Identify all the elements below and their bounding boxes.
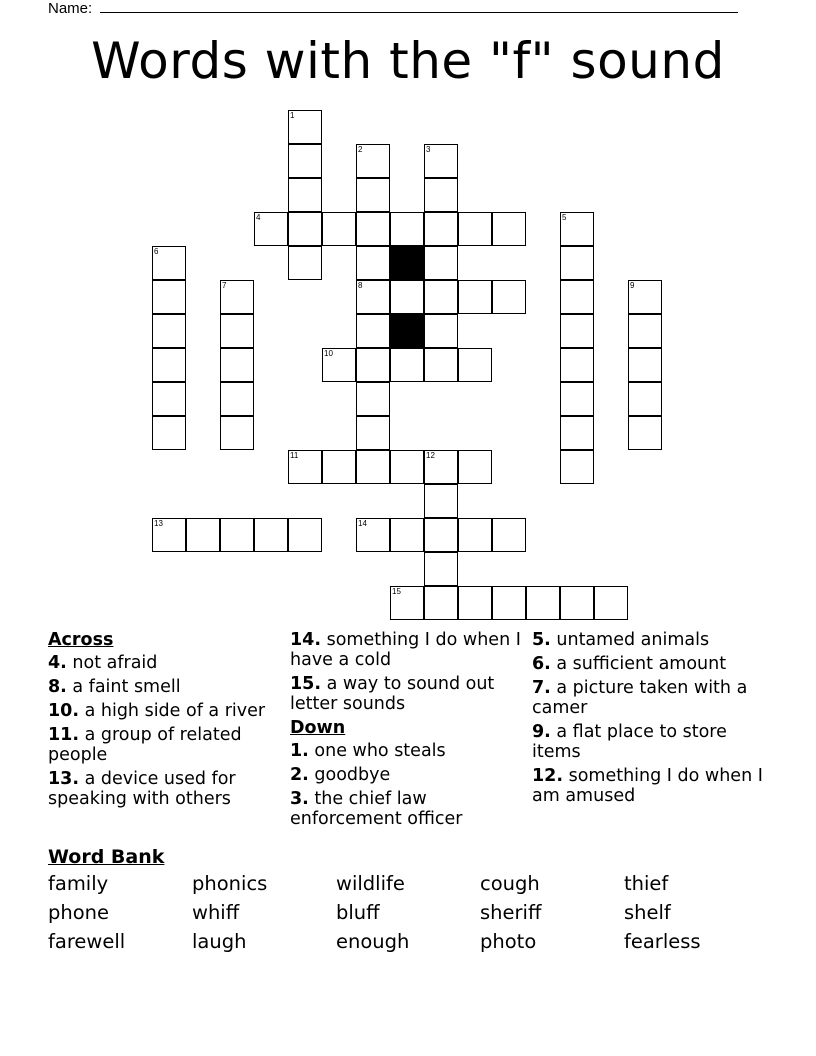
crossword-cell[interactable] <box>356 280 390 314</box>
crossword-cell[interactable] <box>560 348 594 382</box>
crossword-cell[interactable] <box>356 212 390 246</box>
crossword-cell[interactable] <box>288 246 322 280</box>
clue-item <box>532 654 770 674</box>
crossword-cell[interactable] <box>424 144 458 178</box>
clue-number: 12 <box>426 451 435 460</box>
crossword-cell[interactable] <box>390 518 424 552</box>
crossword-cell[interactable] <box>220 280 254 314</box>
crossword-cell[interactable] <box>560 586 594 620</box>
crossword-cell[interactable] <box>356 518 390 552</box>
crossword-cell[interactable] <box>458 450 492 484</box>
crossword-cell[interactable] <box>424 280 458 314</box>
word-bank-word: bluff <box>336 901 380 924</box>
crossword-cell[interactable] <box>560 416 594 450</box>
crossword-cell[interactable] <box>492 586 526 620</box>
clue-item <box>48 769 286 809</box>
crossword-cell[interactable] <box>186 518 220 552</box>
clue-item <box>290 741 528 761</box>
crossword-cell[interactable] <box>492 280 526 314</box>
clue-number: 10 <box>324 349 333 358</box>
clue-num: 13. <box>48 769 80 789</box>
crossword-cell[interactable] <box>458 280 492 314</box>
clue-number: 5 <box>562 213 567 222</box>
clue-text: a picture taken with a camer <box>532 678 748 718</box>
crossword-cell[interactable] <box>356 382 390 416</box>
crossword-cell[interactable] <box>424 246 458 280</box>
crossword-cell[interactable] <box>424 348 458 382</box>
crossword-cell[interactable] <box>152 246 186 280</box>
crossword-cell[interactable] <box>152 416 186 450</box>
crossword-cell[interactable] <box>356 314 390 348</box>
clue-text: something I do when I have a cold <box>290 630 521 670</box>
crossword-cell[interactable] <box>390 280 424 314</box>
clue-number: 3 <box>426 145 431 154</box>
clue-num: 15. <box>290 674 322 694</box>
crossword-cell[interactable] <box>322 450 356 484</box>
crossword-cell[interactable] <box>288 450 322 484</box>
clue-num: 14. <box>290 630 322 650</box>
clue-item <box>290 765 528 785</box>
crossword-cell[interactable] <box>220 382 254 416</box>
crossword-cell[interactable] <box>560 314 594 348</box>
crossword-cell[interactable] <box>220 348 254 382</box>
clue-text: untamed animals <box>550 630 710 650</box>
crossword-cell[interactable] <box>628 280 662 314</box>
clue-text: goodbye <box>308 765 391 785</box>
word-bank-word: shelf <box>624 901 671 924</box>
word-bank-word: thief <box>624 872 669 895</box>
clue-text: a flat place to store items <box>532 722 727 762</box>
clue-item <box>532 766 770 806</box>
crossword-cell[interactable] <box>628 348 662 382</box>
crossword-cell[interactable] <box>560 450 594 484</box>
crossword-cell[interactable] <box>628 416 662 450</box>
word-bank-title: Word Bank <box>48 846 165 868</box>
word-bank-word: family <box>48 872 109 895</box>
clue-text: the chief law enforcement officer <box>290 789 463 829</box>
clue-number: 6 <box>154 247 159 256</box>
crossword-cell[interactable] <box>424 314 458 348</box>
crossword-cell[interactable] <box>526 586 560 620</box>
clue-number: 8 <box>358 281 363 290</box>
crossword-cell[interactable] <box>152 382 186 416</box>
crossword-cell[interactable] <box>492 212 526 246</box>
clue-num: 6. <box>532 654 551 674</box>
clue-num: 9. <box>532 722 551 742</box>
clue-number: 2 <box>358 145 363 154</box>
crossword-cell[interactable] <box>254 212 288 246</box>
clue-item <box>532 630 770 650</box>
clue-item <box>290 630 528 670</box>
crossword-cell[interactable] <box>322 348 356 382</box>
clue-number: 14 <box>358 519 367 528</box>
word-bank-word: sheriff <box>480 901 542 924</box>
crossword-cell[interactable] <box>628 314 662 348</box>
clues-column-2 <box>290 630 528 833</box>
clue-item <box>290 674 528 714</box>
word-bank-word: cough <box>480 872 540 895</box>
word-bank-word: photo <box>480 930 537 953</box>
crossword-cell[interactable] <box>152 314 186 348</box>
crossword-cell[interactable] <box>254 518 288 552</box>
crossword-cell[interactable] <box>220 416 254 450</box>
crossword-cell[interactable] <box>424 552 458 586</box>
clues-column-3 <box>532 630 770 810</box>
clue-text: a device used for speaking with others <box>48 769 236 809</box>
crossword-cell[interactable] <box>322 212 356 246</box>
clue-num: 10. <box>48 701 80 721</box>
black-cell <box>390 246 424 280</box>
crossword-cell[interactable] <box>424 212 458 246</box>
crossword-cell[interactable] <box>356 246 390 280</box>
crossword-cell[interactable] <box>356 144 390 178</box>
clue-text: not afraid <box>66 653 158 673</box>
crossword-cell[interactable] <box>390 348 424 382</box>
crossword-cell[interactable] <box>288 518 322 552</box>
crossword-cell[interactable] <box>220 518 254 552</box>
crossword-cell[interactable] <box>288 178 322 212</box>
clue-text: a faint smell <box>66 677 181 697</box>
crossword-cell[interactable] <box>458 586 492 620</box>
clue-number: 11 <box>290 451 299 460</box>
clue-item <box>48 653 286 673</box>
crossword-cell[interactable] <box>288 212 322 246</box>
clue-num: 5. <box>532 630 551 650</box>
crossword-cell[interactable] <box>390 450 424 484</box>
clue-text: a group of related people <box>48 725 242 765</box>
crossword-cell[interactable] <box>594 586 628 620</box>
name-label: Name: <box>48 0 97 17</box>
word-bank-word: farewell <box>48 930 126 953</box>
crossword-cell[interactable] <box>356 178 390 212</box>
crossword-cell[interactable] <box>424 450 458 484</box>
clue-item <box>48 701 286 721</box>
crossword-cell[interactable] <box>356 348 390 382</box>
clue-item <box>290 789 528 829</box>
clue-number: 9 <box>630 281 635 290</box>
word-bank-word: phonics <box>192 872 268 895</box>
clue-number: 15 <box>392 587 401 596</box>
crossword-cell[interactable] <box>560 280 594 314</box>
crossword-cell[interactable] <box>560 382 594 416</box>
clue-text: a sufficient amount <box>550 654 727 674</box>
crossword-cell[interactable] <box>152 518 186 552</box>
clue-text: one who steals <box>308 741 446 761</box>
clue-num: 4. <box>48 653 67 673</box>
clue-num: 12. <box>532 766 564 786</box>
clue-item <box>48 725 286 765</box>
clue-text: a high side of a river <box>79 701 266 721</box>
crossword-cell[interactable] <box>492 518 526 552</box>
crossword-cell[interactable] <box>288 110 322 144</box>
clue-num: 3. <box>290 789 309 809</box>
clue-number: 4 <box>256 213 261 222</box>
clue-number: 13 <box>154 519 163 528</box>
crossword-cell[interactable] <box>424 178 458 212</box>
word-bank-word: wildlife <box>336 872 405 895</box>
clue-item <box>532 722 770 762</box>
clue-number: 1 <box>290 111 295 120</box>
crossword-cell[interactable] <box>356 416 390 450</box>
crossword-cell[interactable] <box>458 348 492 382</box>
clue-item <box>48 677 286 697</box>
crossword-cell[interactable] <box>628 382 662 416</box>
crossword-cell[interactable] <box>424 586 458 620</box>
crossword-cell[interactable] <box>424 518 458 552</box>
clue-num: 2. <box>290 765 309 785</box>
clue-num: 1. <box>290 741 309 761</box>
crossword-cell[interactable] <box>390 586 424 620</box>
word-bank-word: whiff <box>192 901 240 924</box>
word-bank-word: laugh <box>192 930 247 953</box>
crossword-cell[interactable] <box>152 348 186 382</box>
clue-num: 11. <box>48 725 80 745</box>
crossword-cell[interactable] <box>220 314 254 348</box>
page-title: Words with the "f" sound <box>91 32 725 90</box>
black-cell <box>390 314 424 348</box>
crossword-cell[interactable] <box>356 450 390 484</box>
crossword-cell[interactable] <box>152 280 186 314</box>
word-bank-word: enough <box>336 930 410 953</box>
clue-text: something I do when I am amused <box>532 766 763 806</box>
across-heading: Across <box>48 630 114 650</box>
clue-num: 8. <box>48 677 67 697</box>
clue-num: 7. <box>532 678 551 698</box>
clues-column-1 <box>48 630 286 813</box>
clue-number: 7 <box>222 281 227 290</box>
word-bank-word: fearless <box>624 930 701 953</box>
word-bank-word: phone <box>48 901 110 924</box>
clue-item <box>532 678 770 718</box>
crossword-cell[interactable] <box>390 212 424 246</box>
crossword-cell[interactable] <box>288 144 322 178</box>
down-heading: Down <box>290 718 346 738</box>
crossword-cell[interactable] <box>560 212 594 246</box>
clue-text: a way to sound out letter sounds <box>290 674 495 714</box>
crossword-cell[interactable] <box>458 212 492 246</box>
crossword-cell[interactable] <box>560 246 594 280</box>
crossword-cell[interactable] <box>458 518 492 552</box>
crossword-cell[interactable] <box>424 484 458 518</box>
